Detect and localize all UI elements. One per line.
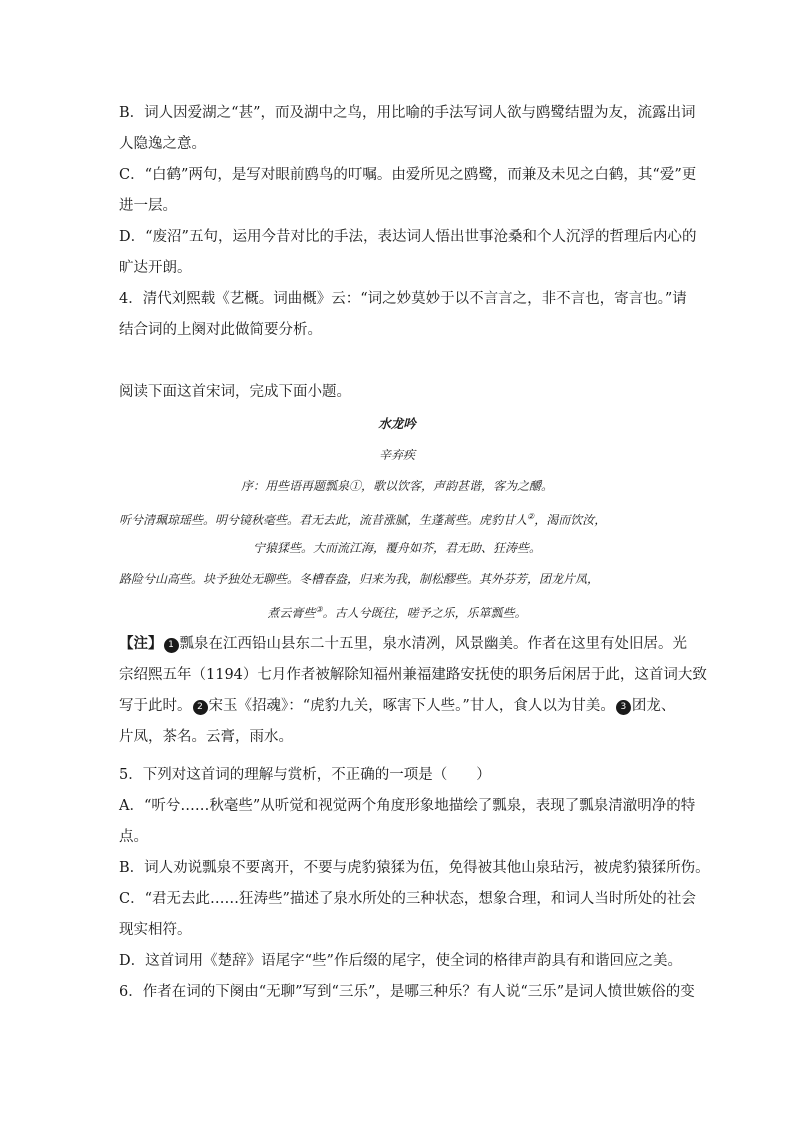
- footnote-ref-3: ③: [315, 605, 323, 614]
- note-marker-1: 1: [164, 638, 179, 653]
- q3-option-b-line1: B．词人因爱湖之“甚”，而及湖中之鸟，用比喻的手法写词人欲与鸥鹭结盟为友，流露出词: [119, 105, 696, 121]
- note-line-3-text-c: 团龙、: [631, 698, 676, 714]
- note-line-4: 片凤，茶名。云膏，雨水。: [119, 729, 293, 745]
- q5-option-a-line2: 点。: [119, 829, 148, 845]
- q5-option-c-line1: C．“君无去此……狂涛些”描述了泉水所处的三种状态，想象合理，和词人当时所处的社会: [119, 891, 696, 907]
- note-line-3-text-b: 宋玉《招魂》：“虎豹九关，啄害下人些。”甘人，食人以为甘美。: [208, 698, 615, 714]
- poem-line-4-text-a: 煮云膏些: [267, 606, 316, 620]
- poem-line-4: [0, 602, 794, 621]
- poem-line-1: [119, 509, 679, 528]
- note-line-3-text-a: 写于此时。: [119, 698, 192, 714]
- poem-author: 辛弃疾: [378, 448, 415, 462]
- poem-line-1-text-b: ，渴而饮汝，: [534, 513, 607, 527]
- note-line-2: 宗绍熙五年（1194）七月作者被解除知福州兼福建路安抚使的职务后闲居于此，这首词大致: [119, 667, 707, 683]
- poem-title: 水龙吟: [378, 416, 416, 431]
- q3-option-c-line1: C．“白鹤”两句，是写对眼前鸥鸟的叮嘱。由爱所见之鸥鹭，而兼及未见之白鹤，其“爱”更: [119, 167, 697, 183]
- note-marker-2: 2: [193, 700, 208, 715]
- q4-line1: 4．清代刘熙载《艺概。词曲概》云：“词之妙莫妙于以不言言之，非不言也，寄言也。”请: [119, 291, 687, 307]
- q3-option-d-line2: 旷达开朗。: [119, 260, 192, 276]
- q5-option-a-line1: A．“听兮……秋毫些”从听觉和视觉两个角度形象地描绘了瓢泉，表现了瓢泉清澈明净的特: [119, 798, 696, 814]
- footnote-ref-2: ②: [527, 512, 535, 521]
- q6-line1: 6．作者在词的下阕由“无聊”写到“三乐”，是哪三种乐？有人说“三乐”是词人愤世嫉俗的变: [119, 984, 695, 1000]
- poem-line-3: 路险兮山高些。块予独处无聊些。冬槽春盎，归来为我，制松醪些。其外芬芳，团龙片凤，: [119, 572, 600, 586]
- q5-stem: 5．下列对这首词的理解与赏析，不正确的一项是（ ）: [119, 767, 491, 783]
- q3-option-c-line2: 进一层。: [119, 198, 177, 214]
- q3-option-b-line2: 人隐逸之意。: [119, 136, 206, 152]
- poem-line-2: 宁猿猱些。大而流江海，覆舟如芥，君无助、狂涛些。: [252, 541, 541, 555]
- note-line-1: [119, 634, 687, 654]
- q5-option-d: D．这首词用《楚辞》语尾字“些”作后缀的尾字，使全词的格律声韵具有和谐回应之美。: [119, 953, 682, 969]
- poem-line-1-text-a: 听兮清珮琼瑶些。明兮镜秋毫些。君无去此，流昔涨腻，生蓬蒿些。虎豹甘人: [119, 513, 528, 527]
- reading-intro: 阅读下面这首宋词，完成下面小题。: [119, 384, 351, 400]
- q3-option-d-line1: D．“废沼”五句，运用今昔对比的手法，表达词人悟出世事沧桑和个人沉浮的哲理后内心的: [119, 229, 697, 245]
- note-line-1-text: 瓢泉在江西铅山县东二十五里，泉水清冽，风景幽美。作者在这里有处旧居。光: [179, 636, 687, 652]
- note-bracket: 【注】: [119, 635, 163, 652]
- q4-line2: 结合词的上阕对此做简要分析。: [119, 322, 322, 338]
- q5-option-b: B．词人劝说瓢泉不要离开，不要与虎豹猿猱为伍，免得被其他山泉玷污，被虎豹猿猱所伤。: [119, 860, 710, 876]
- poem-line-4-text-b: 。古人兮既往，嗟予之乐，乐箪瓢些。: [322, 606, 527, 620]
- note-line-3: [119, 696, 679, 716]
- q5-option-c-line2: 现实相符。: [119, 922, 192, 938]
- poem-preface: 序：用些语再题瓢泉①，歌以饮客，声韵甚谐，客为之釂。: [240, 479, 553, 493]
- note-marker-3: 3: [616, 700, 631, 715]
